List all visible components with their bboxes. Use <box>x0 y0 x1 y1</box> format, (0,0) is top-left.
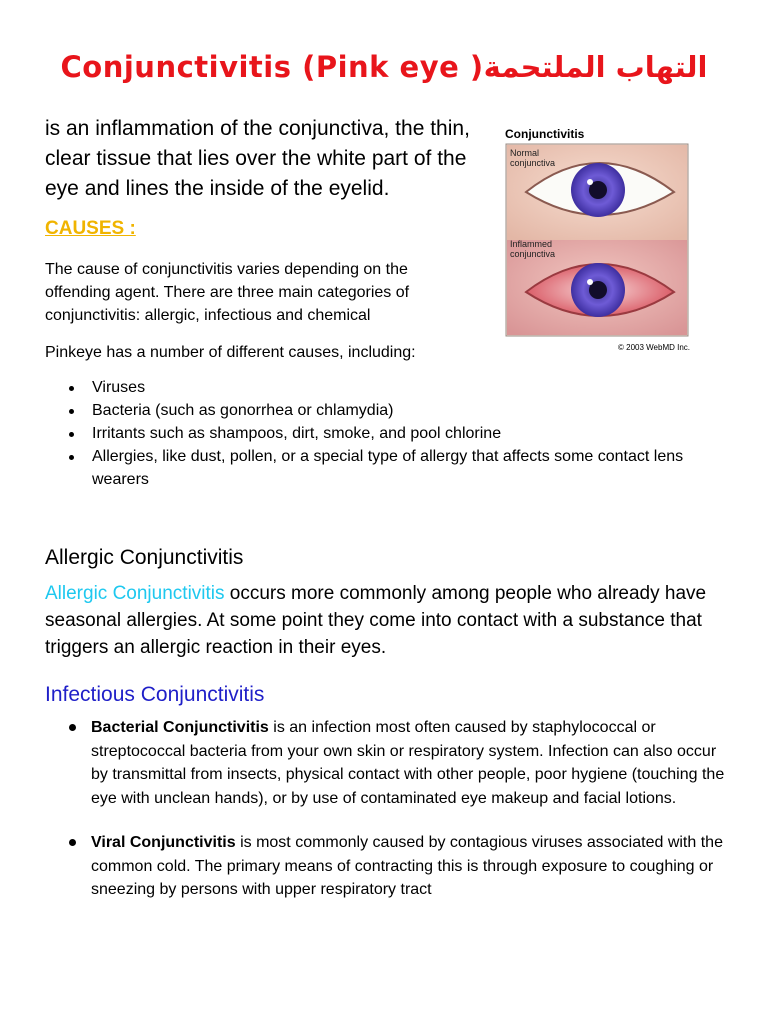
inflamed-label-2: conjunctiva <box>510 249 556 259</box>
viral-text: is most commonly caused by contagious viruses associated with the common cold. The primary means of contracting this is through exposure to coughing or sneezing by persons with upper respiratory tract <box>91 834 723 898</box>
intro-paragraph: is an inflammation of the conjunctiva, the thin, clear tissue that lies over the white part of the eye and lines the inside of the eyelid. <box>45 117 470 200</box>
normal-label-2: conjunctiva <box>510 158 556 168</box>
inflamed-eye-highlight <box>587 279 593 285</box>
normal-eye-highlight <box>587 179 593 185</box>
causes-list <box>45 376 715 491</box>
infectious-list <box>45 716 735 923</box>
bacterial-text: is an infection most often caused by staphylococcal or streptococcal bacteria from your own skin or respiratory system. Infection can also occur by transmittal from insects, physical contact with other people, poor hygiene (touching the eye with unclean hands), or by use of contaminated eye makeup and facial lotions. <box>91 719 725 807</box>
bacterial-term: Bacterial Conjunctivitis <box>91 719 269 736</box>
causes-paragraph: The cause of conjunctivitis varies depending on the offending agent. There are three main categories of conjunctivitis: allergic, infectious and chemical <box>45 261 410 324</box>
title-english: Conjunctivitis (Pink eye ) <box>60 50 484 84</box>
allergic-paragraph <box>45 580 735 661</box>
causes-lead: Pinkeye has a number of different causes, including: <box>45 344 416 361</box>
inflamed-label-1: Inflammed <box>510 239 553 249</box>
title-arabic: التهاب الملتحمة <box>483 50 708 84</box>
list-item <box>45 716 735 810</box>
list-item: Bacteria (such as gonorrhea or chlamydia) <box>45 399 715 422</box>
conjunctivitis-eye-illustration <box>504 126 694 356</box>
list-item: Allergies, like dust, pollen, or a special type of allergy that affects some contact lens wearers <box>45 445 715 491</box>
allergic-highlight: Allergic Conjunctivitis <box>45 583 225 604</box>
list-item: Irritants such as shampoos, dirt, smoke, and pool chlorine <box>45 422 715 445</box>
list-item: Viruses <box>45 376 715 399</box>
infectious-heading: Infectious Conjunctivitis <box>45 683 265 706</box>
allergic-text: occurs more commonly among people who already have seasonal allergies. At some point they come into contact with a substance that triggers an allergic reaction in their eyes. <box>45 583 707 658</box>
figure-credit: © 2003 WebMD Inc. <box>618 343 690 352</box>
figure-title: Conjunctivitis <box>505 127 585 141</box>
viral-term: Viral Conjunctivitis <box>91 834 236 851</box>
page-title <box>0 50 768 84</box>
causes-heading: CAUSES : <box>45 218 136 239</box>
list-item <box>45 831 735 902</box>
normal-label-1: Normal <box>510 148 540 158</box>
allergic-heading: Allergic Conjunctivitis <box>45 546 244 569</box>
